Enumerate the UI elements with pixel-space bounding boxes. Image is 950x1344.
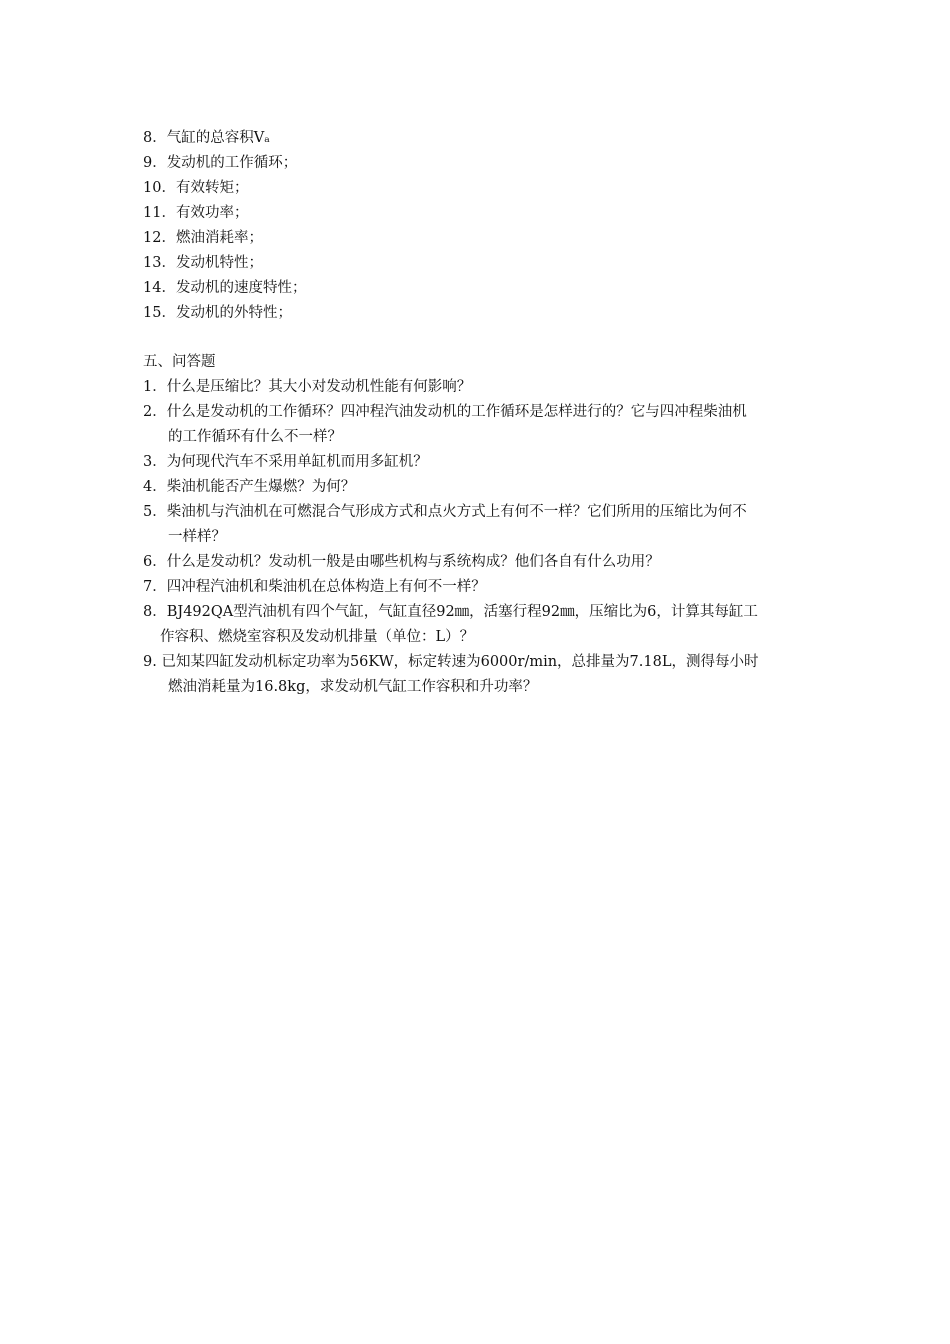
question-continuation: 作容积、燃烧室容积及发动机排量（单位：L）？ — [160, 629, 475, 645]
question-text: 8．BJ492QA型汽油机有四个气缸，气缸直径92㎜，活塞行程92㎜，压缩比为6，计算其每缸工 — [143, 604, 758, 620]
question-text: 3．为何现代汽车不采用单缸机而用多缸机？ — [143, 454, 428, 470]
question-continuation: 一样样？ — [168, 529, 226, 545]
question-4 — [143, 475, 813, 500]
definition-item-14: 14．发动机的速度特性； — [143, 280, 307, 296]
question-text: 9. 已知某四缸发动机标定功率为56KW，标定转速为6000r/min，总排量为7.18L，测得每小时 — [143, 654, 759, 670]
question-text: 1．什么是压缩比？其大小对发动机性能有何影响？ — [143, 379, 472, 395]
section-title: 五、问答题 — [143, 354, 216, 370]
question-1 — [143, 375, 813, 400]
question-text: 5．柴油机与汽油机在可燃混合气形成方式和点火方式上有何不一样？它们所用的压缩比为何不 — [143, 504, 747, 520]
definition-item-15: 15．发动机的外特性； — [143, 305, 292, 321]
definition-item-9: 9．发动机的工作循环； — [143, 155, 298, 171]
document-content — [143, 126, 813, 700]
definition-item-12: 12．燃油消耗率； — [143, 230, 263, 246]
question-continuation: 燃油消耗量为16.8kg，求发动机气缸工作容积和升功率？ — [168, 679, 538, 695]
definition-item-13: 13．发动机特性； — [143, 255, 263, 271]
question-text: 6．什么是发动机？发动机一般是由哪些机构与系统构成？他们各自有什么功用？ — [143, 554, 660, 570]
definition-item-10: 10．有效转矩； — [143, 180, 249, 196]
definition-item-8: 8．气缸的总容积Vₐ — [143, 130, 270, 146]
question-text: 7．四冲程汽油机和柴油机在总体构造上有何不一样？ — [143, 579, 486, 595]
question-continuation: 的工作循环有什么不一样？ — [168, 429, 342, 445]
question-9 — [143, 650, 813, 700]
question-6 — [143, 550, 813, 575]
question-3 — [143, 450, 813, 475]
question-8 — [143, 600, 813, 650]
question-5 — [143, 500, 813, 550]
definition-item-11: 11．有效功率； — [143, 205, 249, 221]
question-text: 4．柴油机能否产生爆燃？为何？ — [143, 479, 356, 495]
question-text: 2．什么是发动机的工作循环？四冲程汽油发动机的工作循环是怎样进行的？它与四冲程柴油机 — [143, 404, 747, 420]
question-7 — [143, 575, 813, 600]
section-spacer — [143, 326, 813, 346]
question-2 — [143, 400, 813, 450]
